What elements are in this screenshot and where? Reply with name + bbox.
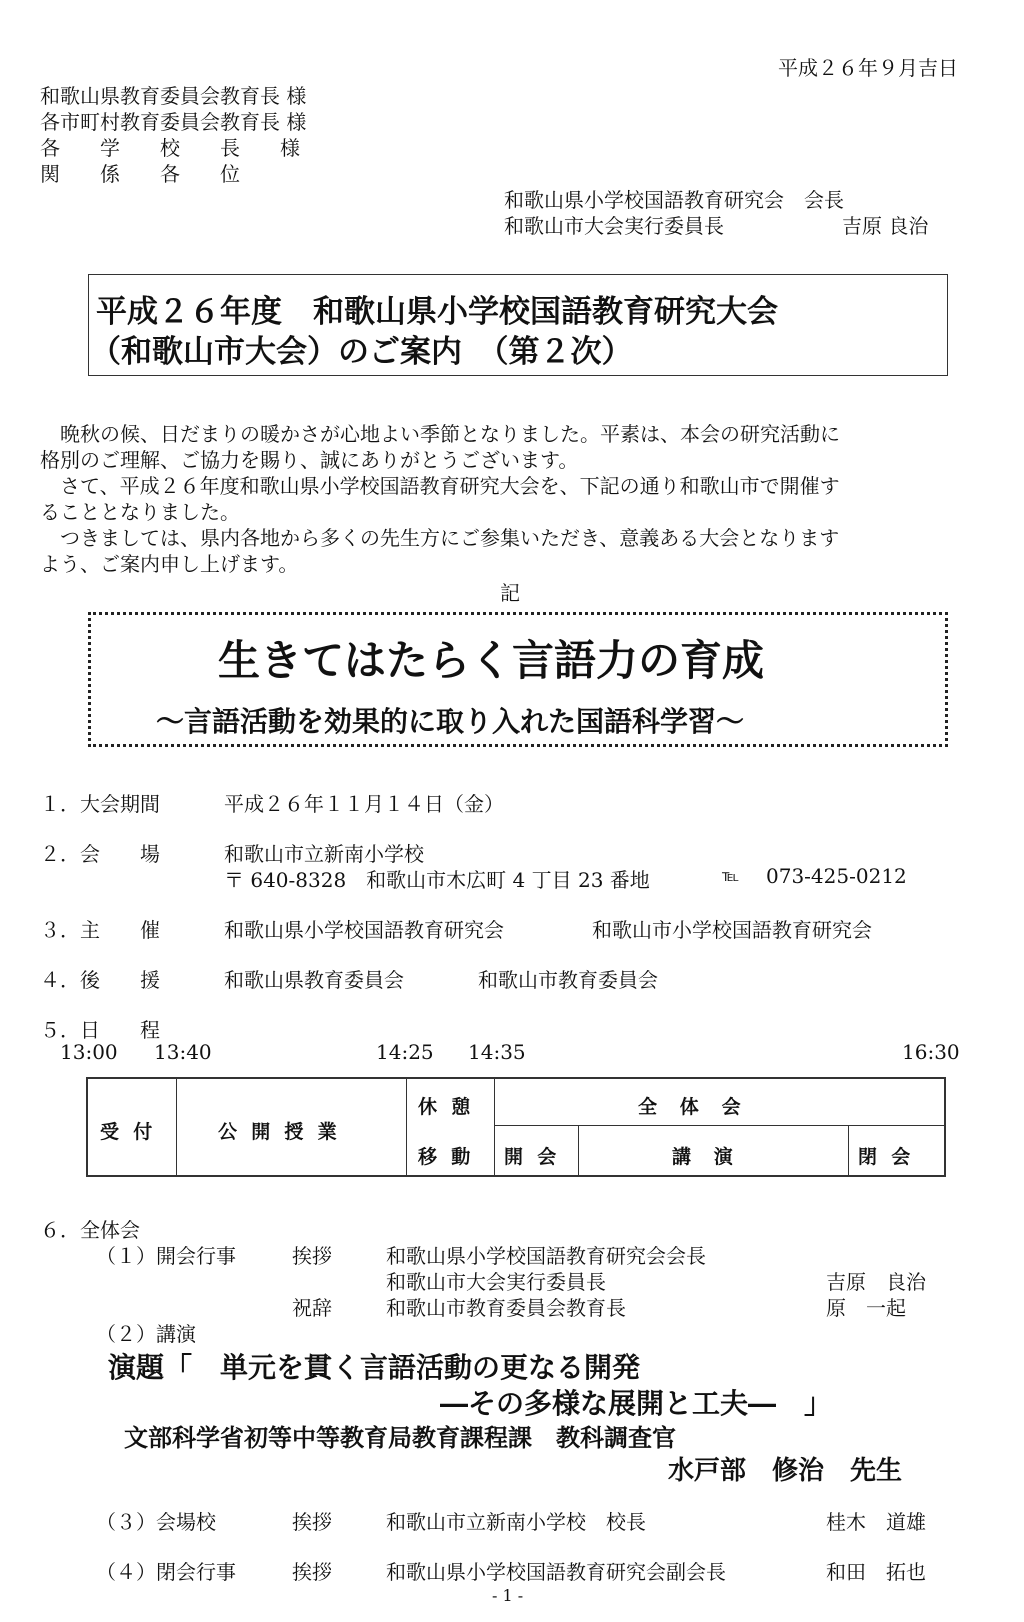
cell-closing: 閉 会 [858, 1146, 915, 1168]
title-line-2: （和歌山市大会）のご案内 （第２次） [90, 334, 633, 370]
closing-greeting: 挨拶 [292, 1560, 332, 1584]
body-line-2: 格別のご理解、ご協力を賜り、誠にありがとうございます。 [40, 448, 579, 472]
lecturer-affiliation: 文部科学省初等中等教育局教育課程課 教科調査官 [124, 1423, 676, 1452]
body-line-4: ることとなりました。 [40, 500, 240, 524]
time-1630: 16:30 [902, 1040, 960, 1064]
theme-main: 生きてはたらく言語力の育成 [218, 636, 765, 685]
opening-ceremony-label: （１）開会行事 [96, 1244, 236, 1268]
lecture-title-1: 演題「 単元を貫く言語活動の更なる開発 [108, 1351, 641, 1384]
cell-lecture: 講 演 [672, 1146, 735, 1168]
cell-open-class: 公 開 授 業 [218, 1121, 341, 1143]
page-number: - 1 - [492, 1586, 524, 1605]
opening-org-1: 和歌山県小学校国語教育研究会会長 [386, 1244, 706, 1268]
closing-org: 和歌山県小学校国語教育研究会副会長 [386, 1560, 726, 1584]
time-1340: 13:40 [154, 1040, 212, 1064]
host-school-label: （３）会場校 [96, 1510, 216, 1534]
supporter-1: 和歌山県教育委員会 [224, 968, 404, 992]
opening-org-3: 和歌山市教育委員会教育長 [386, 1296, 626, 1320]
document-date: 平成２６年９月吉日 [778, 56, 958, 80]
body-line-1: 晩秋の候、日だまりの暖かさが心地よい季節となりました。平素は、本会の研究活動に [60, 422, 840, 446]
host-greeting: 挨拶 [292, 1510, 332, 1534]
cell-break: 休 憩 [418, 1096, 475, 1118]
item-4-label: ４．後 援 [40, 968, 160, 992]
title-line-1: 平成２６年度 和歌山県小学校国語教育研究大会 [96, 294, 778, 330]
body-line-5: つきましては、県内各地から多くの先生方にご参集いただき、意義ある大会となります [60, 526, 840, 550]
cell-move: 移 動 [418, 1146, 475, 1168]
opening-org-2: 和歌山市大会実行委員長 [386, 1270, 606, 1294]
opening-greeting: 挨拶 [292, 1244, 332, 1268]
item-1-label: １．大会期間 [40, 792, 160, 816]
cell-reception: 受 付 [100, 1121, 157, 1143]
body-line-6: よう、ご案内申し上げます。 [40, 552, 299, 576]
opening-name-1: 吉原 良治 [826, 1270, 926, 1294]
venue-tel: 073-425-0212 [766, 864, 907, 888]
lecturer-name: 水戸部 修治 先生 [668, 1456, 903, 1486]
venue-address: 〒 640-8328 和歌山市木広町 4 丁目 23 番地 [224, 868, 650, 892]
recipient-4: 関 係 各 位 [40, 162, 240, 186]
schedule-table [86, 1077, 946, 1177]
item-5-label: ５．日 程 [40, 1018, 160, 1042]
host-name: 桂木 道雄 [826, 1510, 926, 1534]
time-1300: 13:00 [60, 1040, 118, 1064]
sender-line-1: 和歌山県小学校国語教育研究会 会長 [504, 188, 844, 212]
closing-name: 和田 拓也 [826, 1560, 926, 1584]
item-2-label: ２．会 場 [40, 842, 160, 866]
item-1-value: 平成２６年１１月１４日（金） [224, 792, 504, 816]
cell-general-meeting: 全 体 会 [638, 1096, 743, 1118]
opening-name-2: 原 一起 [826, 1296, 906, 1320]
recipient-3: 各 学 校 長 様 [40, 136, 300, 160]
recipient-2: 各市町村教育委員会教育長 様 [40, 110, 307, 134]
item-3-label: ３．主 催 [40, 918, 160, 942]
tel-icon: ℡ [722, 866, 740, 885]
sender-name: 吉原 良治 [842, 214, 929, 238]
venue-school: 和歌山市立新南小学校 [224, 842, 424, 866]
body-line-3: さて、平成２６年度和歌山県小学校国語教育研究大会を、下記の通り和歌山市で開催す [60, 474, 840, 498]
ki-label: 記 [500, 581, 520, 605]
recipient-1: 和歌山県教育委員会教育長 様 [40, 84, 307, 108]
cell-opening: 開 会 [504, 1146, 561, 1168]
supporter-2: 和歌山市教育委員会 [478, 968, 658, 992]
congratulations-label: 祝辞 [292, 1296, 332, 1320]
lecture-title-2: ―その多様な展開と工夫― 」 [440, 1387, 833, 1420]
time-1435: 14:35 [468, 1040, 526, 1064]
sender-line-2: 和歌山市大会実行委員長 [504, 214, 724, 238]
organizer-2: 和歌山市小学校国語教育研究会 [592, 918, 872, 942]
time-1425: 14:25 [376, 1040, 434, 1064]
closing-ceremony-label: （４）閉会行事 [96, 1560, 236, 1584]
lecture-label: （２）講演 [96, 1322, 196, 1346]
theme-sub: ～言語活動を効果的に取り入れた国語科学習～ [156, 705, 745, 738]
section-6-label: ６．全体会 [40, 1218, 140, 1242]
host-org: 和歌山市立新南小学校 校長 [386, 1510, 646, 1534]
organizer-1: 和歌山県小学校国語教育研究会 [224, 918, 504, 942]
